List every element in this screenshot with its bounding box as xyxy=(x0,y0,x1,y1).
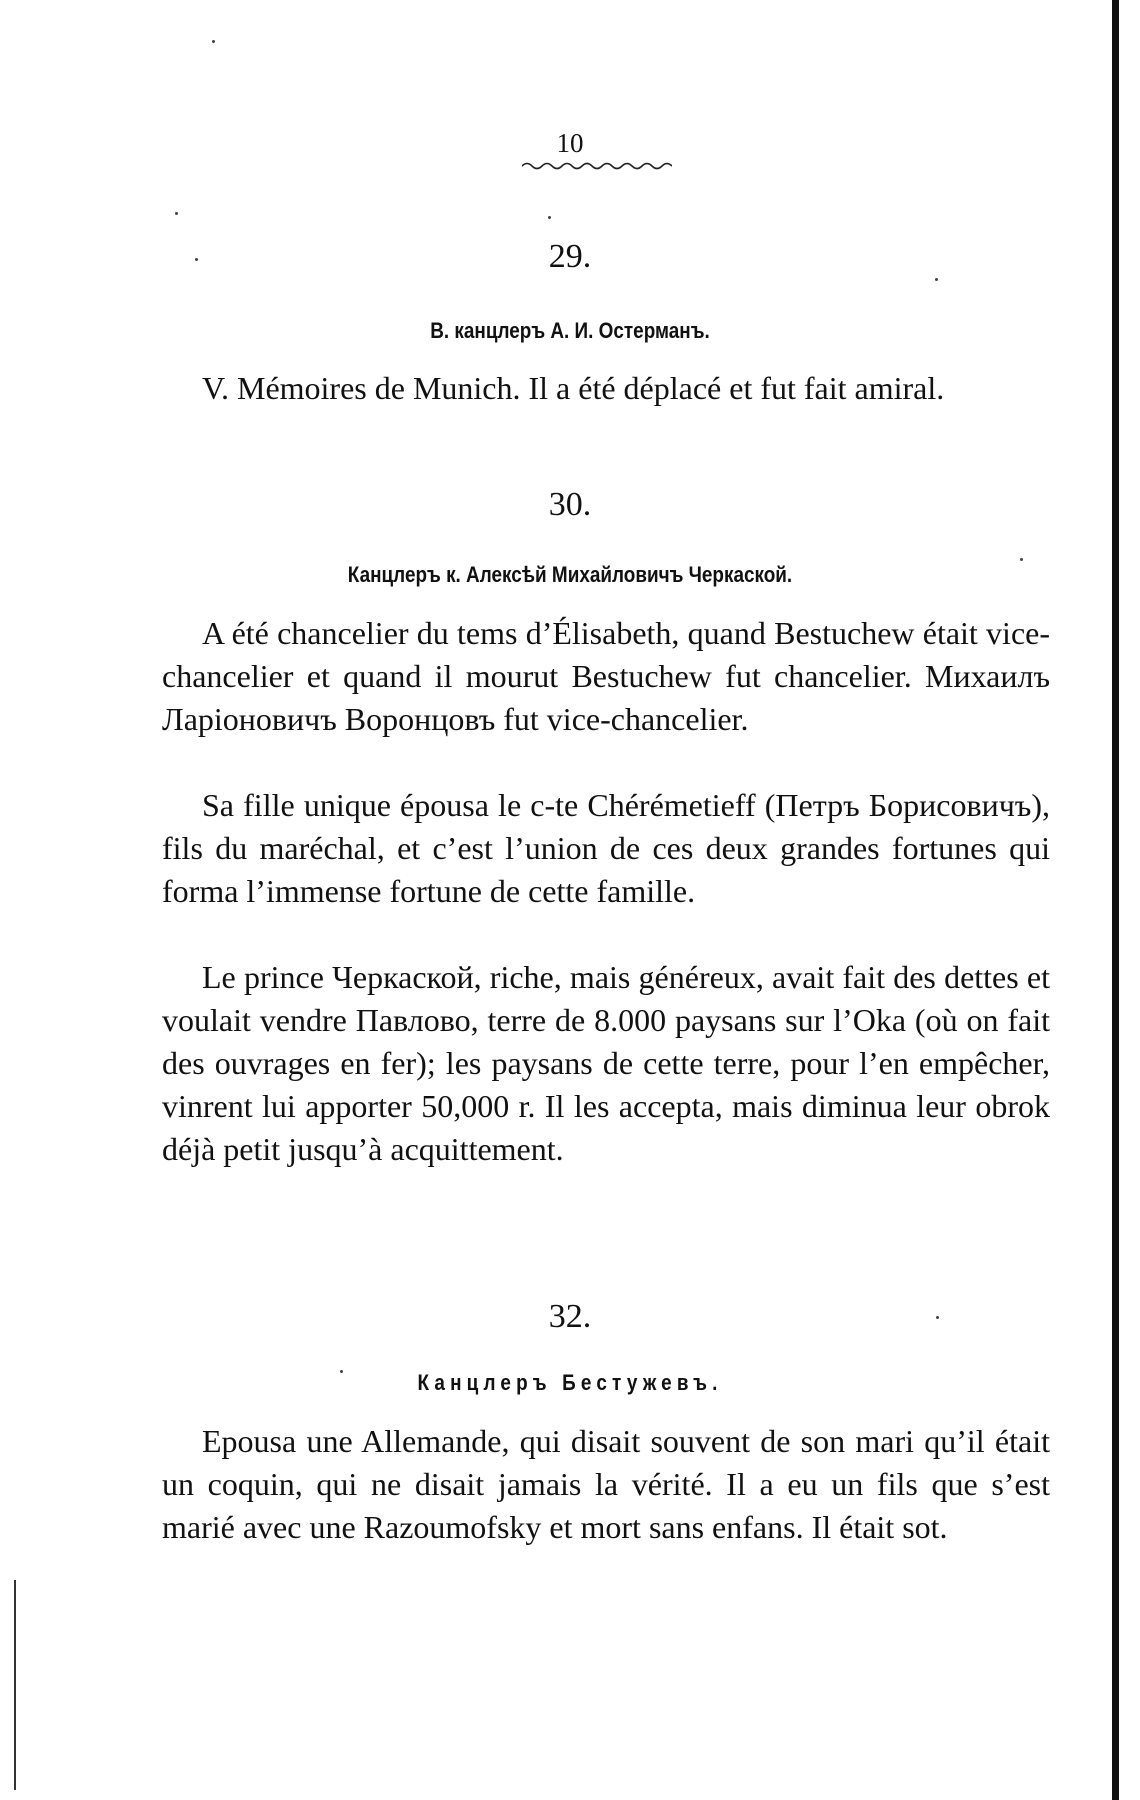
entry-number: 32. xyxy=(548,1298,592,1335)
page-number: 10 xyxy=(556,128,584,158)
entry-paragraph: A été chancelier du tems d’Élisabeth, quand Bestuchew était vice-chancelier et quand il mourut Bestuchew fut chancelier. Михаилъ Ларіоновичъ Воронцовъ fut vice-chancelier. xyxy=(162,615,1050,737)
scan-speck xyxy=(175,212,178,215)
entry-heading: Канцлеръ к. Алексѣй Михайловичъ Черкаской. xyxy=(347,562,793,587)
entry-heading: Канцлеръ Бестужевъ. xyxy=(417,1370,723,1395)
entry-paragraph: V. Mémoires de Munich. Il a été déplacé et fut fait amiral. xyxy=(202,370,945,406)
scan-speck xyxy=(548,216,551,219)
entry-paragraph: Epousa une Allemande, qui disait souvent de son mari qu’il était un coquin, qui ne disait jamais la vérité. Il a eu un fils que s’est marié avec une Razoumofsky et mort sans enfans. Il était sot. xyxy=(162,1423,1050,1545)
entry-paragraph: Sa fille unique épousa le c-te Chérémetieff (Петръ Борисовичъ), fils du maréchal, et c’est l’union de ces deux grandes fortunes qui forma l’immense fortune de cette famille. xyxy=(162,787,1050,909)
scan-speck xyxy=(1020,558,1023,561)
page-gutter-mark xyxy=(14,1580,16,1790)
scan-speck xyxy=(212,40,215,43)
entry-number: 29. xyxy=(548,238,592,275)
entry-number: 30. xyxy=(548,486,592,523)
wavy-rule xyxy=(522,160,672,172)
entry-paragraph: Le prince Черкаской, riche, mais généreux, avait fait des dettes et voulait vendre Павлово, terre de 8.000 paysans sur l’Oka (où on fait des ouvrages en fer); les paysans de cette terre, pour l’en empêcher, vinrent lui apporter 50,000 r. Il les accepta, mais diminua leur obrok déjà petit jusqu’à acquittement. xyxy=(162,959,1050,1167)
entry-heading: В. канцлеръ А. И. Остерманъ. xyxy=(430,318,710,343)
scan-speck xyxy=(935,278,938,281)
